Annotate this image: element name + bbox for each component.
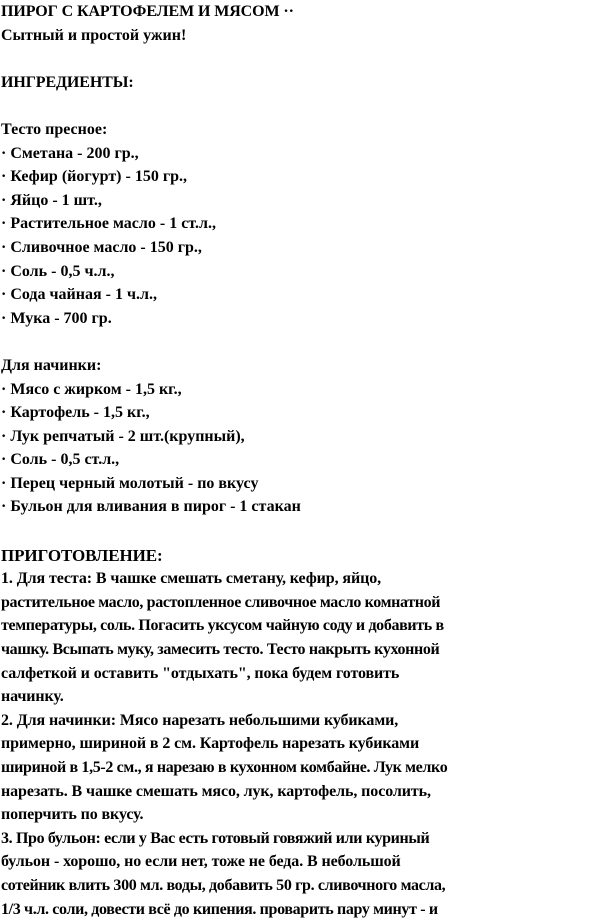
preparation-line: салфеткой и оставить "отдыхать", пока будем готовить: [1, 664, 400, 682]
ingredient-item: · Сода чайная - 1 ч.л.,: [1, 286, 157, 304]
ingredient-item: · Растительное масло - 1 ст.л.,: [1, 215, 216, 233]
preparation-line: чашку. Всыпать муку, замесить тесто. Тесто накрыть кухонной: [1, 641, 440, 659]
ingredient-item: · Соль - 0,5 ст.л.,: [1, 451, 120, 469]
preparation-line: 1. Для теста: В чашке смешать сметану, кефир, яйцо,: [1, 570, 381, 588]
preparation-line: температуры, соль. Погасить уксусом чайную соду и добавить в: [1, 617, 444, 635]
spacer: [1, 94, 598, 118]
ingredient-item: · Мука - 700 гр.: [1, 309, 112, 327]
preparation-line: бульон - хорошо, но если нет, тоже не беда. В небольшой: [1, 853, 401, 871]
preparation-heading: ПРИГОТОВЛЕНИЕ:: [1, 545, 163, 565]
ingredient-item: · Бульон для вливания в пирог - 1 стакан: [1, 498, 301, 516]
filling-list: [1, 378, 598, 520]
ingredient-item: · Лук репчатый - 2 шт.(крупный),: [1, 427, 245, 445]
preparation-line: нарезать. В чашке смешать мясо, лук, картофель, посолить,: [1, 782, 431, 800]
ingredient-item: · Сметана - 200 гр.,: [1, 144, 139, 162]
recipe-subtitle: Сытный и простой ужин!: [1, 26, 187, 44]
ingredients-heading: ИНГРЕДИЕНТЫ:: [1, 73, 134, 91]
recipe-title: ПИРОГ С КАРТОФЕЛЕМ И МЯСОМ ··: [1, 3, 294, 20]
preparation-line: растительное масло, растопленное сливочное масло комнатной: [1, 593, 441, 611]
filling-heading: Для начинки:: [1, 356, 102, 374]
ingredient-item: · Перец черный молотый - по вкусу: [1, 474, 259, 492]
ingredient-item: · Картофель - 1,5 кг.,: [1, 404, 150, 422]
ingredient-item: · Сливочное масло - 150 гр.,: [1, 238, 202, 256]
preparation-line: поперчить по вкусу.: [1, 806, 144, 824]
spacer: [1, 330, 598, 354]
preparation-line: примерно, шириной в 2 см. Картофель нарезать кубиками: [1, 735, 420, 753]
preparation-line: сотейник влить 300 мл. воды, добавить 50 гр. сливочного масла,: [1, 876, 446, 894]
preparation-line: 2. Для начинки: Мясо нарезать небольшими кубиками,: [1, 711, 399, 729]
preparation-line: шириной в 1,5-2 см., я нарезаю в кухонном комбайне. Лук мелко: [1, 759, 448, 776]
ingredient-item: · Соль - 0,5 ч.л.,: [1, 262, 115, 280]
preparation-line: 1/3 ч.л. соли, довести всё до кипения. проварить пару минут - и: [1, 900, 438, 918]
spacer: [1, 47, 598, 71]
dough-heading: Тесто пресное:: [1, 120, 108, 138]
dough-list: [1, 142, 598, 331]
spacer: [1, 519, 598, 543]
ingredient-item: · Яйцо - 1 шт.,: [1, 191, 102, 209]
preparation-text: [1, 567, 598, 921]
ingredient-item: · Мясо с жирком - 1,5 кг.,: [1, 380, 182, 398]
ingredient-item: · Кефир (йогурт) - 150 гр.,: [1, 168, 187, 186]
preparation-line: 3. Про бульон: если у Вас есть готовый говяжий или куриный: [1, 829, 430, 847]
preparation-line: начинку.: [1, 688, 64, 706]
